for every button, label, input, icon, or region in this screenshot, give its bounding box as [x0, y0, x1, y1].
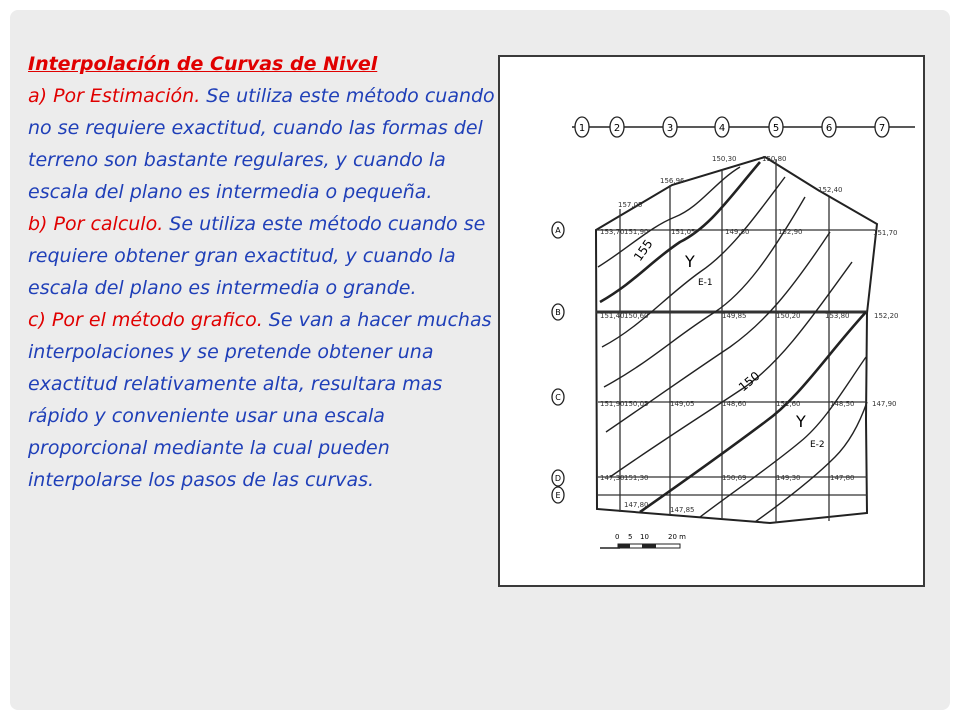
paragraph-graphic [28, 304, 498, 496]
elevation-label: 147,90 [872, 400, 897, 408]
elevation-label: 152,40 [818, 186, 843, 194]
row-marker [552, 389, 564, 405]
row-marker-label: E [555, 491, 561, 500]
paragraph-body: Se utiliza este método cuando se requiere obtener gran exactitud, y cuando la escala del plano es intermedia o grande. [28, 213, 486, 299]
elevation-label: 150,20 [776, 312, 801, 320]
elevation-label: 151,30 [624, 474, 649, 482]
point-marker-icon: Y [796, 412, 806, 431]
elevation-label: 148,50 [830, 400, 855, 408]
column-marker [769, 117, 783, 137]
elevation-label: 152,20 [874, 312, 899, 320]
elevation-label: 150,80 [762, 155, 787, 163]
paragraph-label: a) Por Estimación. [28, 85, 201, 107]
elevation-label: 150,05 [624, 400, 649, 408]
point-marker-icon: Y [685, 252, 695, 271]
contour-label: 155 [630, 236, 656, 264]
column-marker [663, 117, 677, 137]
row-marker [552, 222, 564, 238]
contour-label: 150 [735, 368, 763, 395]
row-marker [552, 304, 564, 320]
elevation-label: 150,30 [712, 155, 737, 163]
row-marker [552, 470, 564, 486]
elevation-labels [600, 155, 899, 514]
elevation-label: 150,60 [624, 312, 649, 320]
scale-bar [600, 533, 686, 548]
paragraph-label: c) Por el método grafico. [28, 309, 263, 331]
column-marker-label: 3 [666, 123, 674, 134]
column-marker-label: 2 [613, 123, 621, 134]
elevation-label: 147,30 [600, 474, 625, 482]
elevation-label: 157,05 [618, 201, 643, 209]
column-marker-label: 7 [878, 123, 886, 134]
contour-lines [598, 162, 867, 522]
elevation-label: 153,80 [825, 312, 850, 320]
column-marker [822, 117, 836, 137]
paragraph-body: Se van a hacer muchas interpolaciones y se pretende obtener una exactitud relativamente alta, resultara mas rápido y conveniente usar una escala proporcional mediante la cual pueden interpolarse los pasos de las curvas. [28, 309, 492, 491]
elevation-label: 151,90 [600, 400, 625, 408]
row-marker-label: D [554, 474, 562, 483]
point-label: E-2 [810, 440, 825, 450]
elevation-label: 151,40 [600, 312, 625, 320]
elevation-label: 151,60 [776, 400, 801, 408]
elevation-label: 149,85 [722, 312, 747, 320]
elevation-label: 151,90 [624, 228, 649, 236]
slide-title: Interpolación de Curvas de Nivel [28, 53, 378, 75]
row-marker-label: C [555, 393, 561, 402]
column-marker [875, 117, 889, 137]
elevation-label: 151,05 [671, 228, 696, 236]
paragraph-calculation [28, 208, 498, 304]
row-marker-label: B [555, 308, 561, 317]
elevation-label: 149,05 [670, 400, 695, 408]
column-marker [610, 117, 624, 137]
elevation-label: 147,80 [624, 501, 649, 509]
column-marker-label: 1 [578, 123, 586, 134]
parcel-boundary [596, 157, 877, 523]
paragraph-body: Se utiliza este método cuando no se requiere exactitud, cuando las formas del terreno son bastante regulares, y cuando la escala del plano es intermedia o pequeña. [28, 85, 495, 203]
paragraph-estimation [28, 80, 498, 208]
column-marker [575, 117, 589, 137]
paragraph-label: b) Por calculo. [28, 213, 164, 235]
row-markers [552, 222, 564, 503]
row-marker [552, 487, 564, 503]
elevation-label: 147,80 [830, 474, 855, 482]
elevation-label: 151,70 [873, 229, 898, 237]
elevation-label: 149,30 [776, 474, 801, 482]
column-marker [715, 117, 729, 137]
column-marker-label: 4 [718, 123, 726, 134]
slide-text [28, 48, 498, 496]
elevation-label: 156,96 [660, 177, 685, 185]
elevation-label: 152,90 [778, 228, 803, 236]
scale-label: 0 [615, 533, 620, 541]
point-label: E-1 [698, 278, 713, 288]
scale-label: 10 [640, 533, 649, 541]
elevation-label: 147,85 [670, 506, 695, 514]
elevation-label: 150,69 [722, 474, 747, 482]
column-marker-label: 5 [772, 123, 780, 134]
column-marker-label: 6 [825, 123, 833, 134]
contour-map [500, 57, 923, 585]
elevation-label: 149,80 [725, 228, 750, 236]
contour-map-figure [498, 55, 925, 587]
scale-label: 20 m [668, 533, 686, 541]
row-marker-label: A [555, 226, 561, 235]
grid-lines [596, 159, 875, 523]
elevation-label: 153,70 [600, 228, 625, 236]
scale-label: 5 [628, 533, 633, 541]
elevation-label: 148,60 [722, 400, 747, 408]
